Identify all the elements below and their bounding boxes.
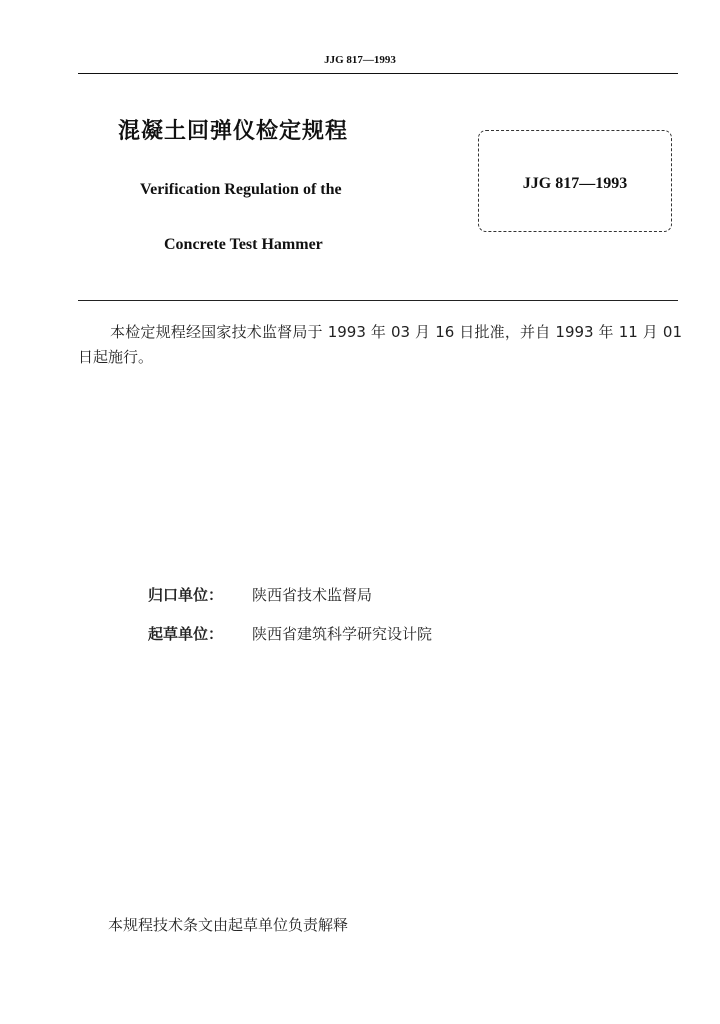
responsible-unit-value: 陕西省技术监督局	[252, 586, 373, 604]
approval-paragraph: 本检定规程经国家技术监督局于 1993 年 03 月 16 日批准，并自 1993 年 11 月 01 日起施行。	[78, 323, 682, 366]
drafting-unit-row	[148, 623, 432, 644]
title-english-line2: Concrete Test Hammer	[164, 236, 323, 253]
title-divider-rule	[78, 300, 678, 301]
header-standard-code: JJG 817—1993	[324, 54, 396, 66]
responsible-unit-row	[148, 584, 372, 605]
title-chinese: 混凝土回弹仪检定规程	[118, 119, 349, 144]
title-english-line1: Verification Regulation of the	[140, 181, 342, 198]
standard-code: JJG 817—1993	[522, 175, 628, 192]
header-rule	[78, 73, 678, 74]
interpretation-note: 本规程技术条文由起草单位负责解释	[108, 916, 349, 934]
responsible-unit-label: 归口单位：	[148, 586, 224, 604]
drafting-unit-value: 陕西省建筑科学研究设计院	[252, 625, 433, 643]
standard-code-box	[478, 130, 672, 232]
drafting-unit-label: 起草单位：	[148, 625, 224, 643]
